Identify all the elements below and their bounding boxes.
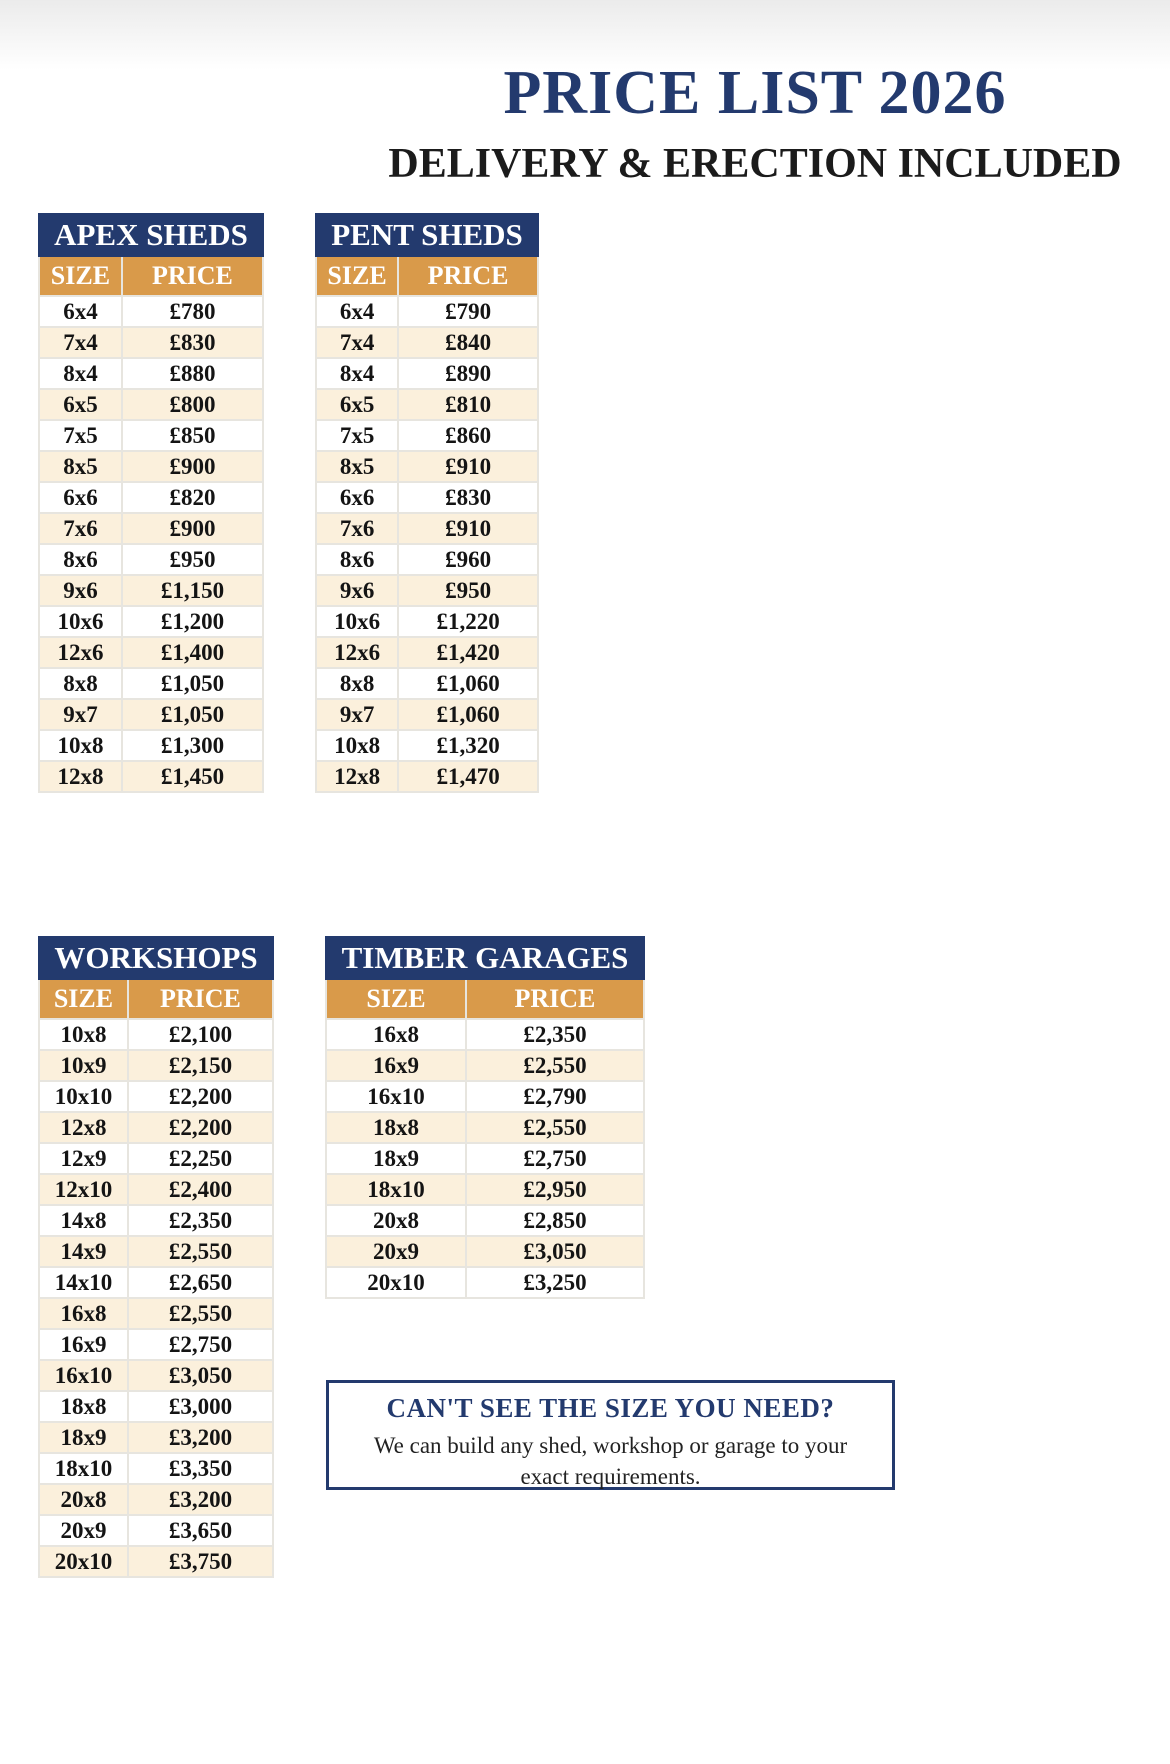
custom-size-callout — [326, 1380, 895, 1490]
price-cell: £2,350 — [128, 1205, 273, 1236]
table-row — [326, 1205, 644, 1236]
price-cell: £1,300 — [122, 730, 263, 761]
apex-sheds-table — [38, 213, 264, 793]
table-row — [39, 730, 263, 761]
size-cell: 16x10 — [39, 1360, 128, 1391]
price-cell: £1,060 — [398, 668, 538, 699]
size-cell: 10x8 — [39, 1019, 128, 1050]
price-cell: £2,200 — [128, 1112, 273, 1143]
table-row — [39, 1019, 273, 1050]
table-row — [39, 1391, 273, 1422]
size-cell: 18x9 — [326, 1143, 466, 1174]
price-cell: £2,550 — [128, 1298, 273, 1329]
price-cell: £1,050 — [122, 668, 263, 699]
price-cell: £2,150 — [128, 1050, 273, 1081]
table-row — [39, 451, 263, 482]
price-cell: £3,050 — [128, 1360, 273, 1391]
price-cell: £820 — [122, 482, 263, 513]
size-cell: 8x5 — [316, 451, 398, 482]
price-cell: £1,420 — [398, 637, 538, 668]
size-cell: 7x4 — [316, 327, 398, 358]
price-cell: £1,320 — [398, 730, 538, 761]
size-cell: 7x6 — [316, 513, 398, 544]
table-row — [326, 1174, 644, 1205]
price-cell: £3,750 — [128, 1546, 273, 1577]
table-row — [39, 1174, 273, 1205]
size-cell: 12x6 — [39, 637, 122, 668]
size-cell: 7x6 — [39, 513, 122, 544]
price-column-header: PRICE — [128, 979, 273, 1019]
size-cell: 6x6 — [316, 482, 398, 513]
price-cell: £2,850 — [466, 1205, 644, 1236]
price-cell: £2,550 — [128, 1236, 273, 1267]
size-cell: 20x10 — [39, 1546, 128, 1577]
table-row — [316, 482, 538, 513]
size-cell: 8x8 — [316, 668, 398, 699]
table-row — [39, 761, 263, 792]
table-row — [39, 1422, 273, 1453]
price-cell: £910 — [398, 513, 538, 544]
price-column-header: PRICE — [398, 256, 538, 296]
price-cell: £900 — [122, 451, 263, 482]
size-cell: 20x9 — [326, 1236, 466, 1267]
size-cell: 20x10 — [326, 1267, 466, 1298]
table-row — [39, 699, 263, 730]
price-cell: £950 — [122, 544, 263, 575]
price-cell: £830 — [122, 327, 263, 358]
size-cell: 10x8 — [316, 730, 398, 761]
table-row — [316, 296, 538, 327]
size-cell: 16x9 — [39, 1329, 128, 1360]
price-cell: £3,350 — [128, 1453, 273, 1484]
price-cell: £2,400 — [128, 1174, 273, 1205]
table-row — [316, 575, 538, 606]
size-cell: 12x8 — [39, 1112, 128, 1143]
table-row — [316, 358, 538, 389]
price-cell: £3,200 — [128, 1484, 273, 1515]
table-row — [316, 513, 538, 544]
size-cell: 8x8 — [39, 668, 122, 699]
table-row — [39, 1453, 273, 1484]
price-cell: £2,950 — [466, 1174, 644, 1205]
size-cell: 12x6 — [316, 637, 398, 668]
price-cell: £790 — [398, 296, 538, 327]
table-row — [326, 1081, 644, 1112]
size-cell: 8x6 — [316, 544, 398, 575]
table-row — [326, 1143, 644, 1174]
size-cell: 7x5 — [316, 420, 398, 451]
size-cell: 8x4 — [316, 358, 398, 389]
price-cell: £810 — [398, 389, 538, 420]
price-cell: £950 — [398, 575, 538, 606]
table-row — [316, 389, 538, 420]
table-title: TIMBER GARAGES — [326, 937, 644, 979]
price-cell: £1,050 — [122, 699, 263, 730]
table-row — [39, 1236, 273, 1267]
table-title: PENT SHEDS — [316, 214, 538, 256]
price-cell: £780 — [122, 296, 263, 327]
price-cell: £890 — [398, 358, 538, 389]
size-cell: 20x8 — [326, 1205, 466, 1236]
size-cell: 20x9 — [39, 1515, 128, 1546]
size-cell: 14x8 — [39, 1205, 128, 1236]
size-cell: 16x8 — [39, 1298, 128, 1329]
table-row — [39, 1050, 273, 1081]
size-cell: 16x10 — [326, 1081, 466, 1112]
price-cell: £1,470 — [398, 761, 538, 792]
size-cell: 18x9 — [39, 1422, 128, 1453]
table-row — [39, 1205, 273, 1236]
table-row — [316, 544, 538, 575]
size-cell: 7x5 — [39, 420, 122, 451]
table-row — [326, 1236, 644, 1267]
price-cell: £840 — [398, 327, 538, 358]
table-row — [39, 327, 263, 358]
size-column-header: SIZE — [326, 979, 466, 1019]
workshops-table — [38, 936, 274, 1578]
price-cell: £960 — [398, 544, 538, 575]
price-cell: £2,650 — [128, 1267, 273, 1298]
price-cell: £3,200 — [128, 1422, 273, 1453]
price-cell: £1,200 — [122, 606, 263, 637]
size-cell: 9x7 — [316, 699, 398, 730]
table-row — [39, 420, 263, 451]
price-cell: £900 — [122, 513, 263, 544]
size-cell: 6x4 — [316, 296, 398, 327]
table-row — [39, 1143, 273, 1174]
size-column-header: SIZE — [316, 256, 398, 296]
table-row — [39, 637, 263, 668]
table-row — [316, 730, 538, 761]
size-cell: 16x8 — [326, 1019, 466, 1050]
price-cell: £3,000 — [128, 1391, 273, 1422]
table-row — [39, 606, 263, 637]
size-cell: 18x8 — [326, 1112, 466, 1143]
size-cell: 14x10 — [39, 1267, 128, 1298]
size-cell: 12x9 — [39, 1143, 128, 1174]
price-cell: £1,400 — [122, 637, 263, 668]
table-row — [316, 606, 538, 637]
size-cell: 8x5 — [39, 451, 122, 482]
table-row — [39, 1081, 273, 1112]
size-cell: 12x8 — [316, 761, 398, 792]
size-cell: 18x10 — [39, 1453, 128, 1484]
size-cell: 7x4 — [39, 327, 122, 358]
size-cell: 6x6 — [39, 482, 122, 513]
size-column-header: SIZE — [39, 256, 122, 296]
price-cell: £1,060 — [398, 699, 538, 730]
table-row — [326, 1267, 644, 1298]
price-cell: £880 — [122, 358, 263, 389]
size-cell: 14x9 — [39, 1236, 128, 1267]
page-title: PRICE LIST 2026 — [503, 59, 1007, 127]
size-cell: 8x4 — [39, 358, 122, 389]
price-cell: £2,200 — [128, 1081, 273, 1112]
size-cell: 16x9 — [326, 1050, 466, 1081]
size-cell: 18x8 — [39, 1391, 128, 1422]
size-cell: 9x6 — [316, 575, 398, 606]
table-row — [39, 1329, 273, 1360]
table-row — [39, 544, 263, 575]
table-row — [316, 637, 538, 668]
table-title: APEX SHEDS — [39, 214, 263, 256]
price-cell: £860 — [398, 420, 538, 451]
table-row — [39, 296, 263, 327]
size-cell: 18x10 — [326, 1174, 466, 1205]
table-row — [39, 1112, 273, 1143]
price-cell: £1,450 — [122, 761, 263, 792]
price-cell: £2,750 — [466, 1143, 644, 1174]
table-row — [39, 482, 263, 513]
size-cell: 8x6 — [39, 544, 122, 575]
size-cell: 10x6 — [316, 606, 398, 637]
size-column-header: SIZE — [39, 979, 128, 1019]
table-row — [326, 1019, 644, 1050]
price-cell: £3,050 — [466, 1236, 644, 1267]
table-row — [39, 1484, 273, 1515]
size-cell: 9x6 — [39, 575, 122, 606]
size-cell: 6x5 — [39, 389, 122, 420]
size-cell: 6x4 — [39, 296, 122, 327]
timber-garages-table — [325, 936, 645, 1299]
size-cell: 6x5 — [316, 389, 398, 420]
table-row — [326, 1050, 644, 1081]
pent-sheds-table — [315, 213, 539, 793]
table-row — [326, 1112, 644, 1143]
table-title: WORKSHOPS — [39, 937, 273, 979]
price-cell: £830 — [398, 482, 538, 513]
size-cell: 12x10 — [39, 1174, 128, 1205]
page-subtitle: DELIVERY & ERECTION INCLUDED — [388, 141, 1122, 187]
size-cell: 12x8 — [39, 761, 122, 792]
table-row — [316, 451, 538, 482]
table-row — [39, 1267, 273, 1298]
table-row — [316, 699, 538, 730]
price-column-header: PRICE — [122, 256, 263, 296]
callout-heading: CAN'T SEE THE SIZE YOU NEED? — [386, 1393, 835, 1423]
price-cell: £3,650 — [128, 1515, 273, 1546]
price-cell: £1,220 — [398, 606, 538, 637]
table-row — [39, 1298, 273, 1329]
price-column-header: PRICE — [466, 979, 644, 1019]
price-cell: £2,790 — [466, 1081, 644, 1112]
price-cell: £2,550 — [466, 1050, 644, 1081]
size-cell: 10x6 — [39, 606, 122, 637]
price-cell: £2,250 — [128, 1143, 273, 1174]
table-row — [39, 1515, 273, 1546]
table-row — [316, 420, 538, 451]
table-row — [39, 668, 263, 699]
size-cell: 10x8 — [39, 730, 122, 761]
table-row — [39, 358, 263, 389]
price-cell: £910 — [398, 451, 538, 482]
table-row — [39, 575, 263, 606]
table-row — [39, 513, 263, 544]
price-cell: £850 — [122, 420, 263, 451]
price-cell: £800 — [122, 389, 263, 420]
table-row — [316, 761, 538, 792]
size-cell: 10x9 — [39, 1050, 128, 1081]
size-cell: 9x7 — [39, 699, 122, 730]
table-row — [39, 1360, 273, 1391]
callout-body: We can build any shed, workshop or garage to your exact requirements. — [373, 1433, 848, 1490]
price-cell: £2,550 — [466, 1112, 644, 1143]
table-row — [39, 1546, 273, 1577]
price-cell: £2,100 — [128, 1019, 273, 1050]
size-cell: 10x10 — [39, 1081, 128, 1112]
table-row — [316, 668, 538, 699]
price-cell: £3,250 — [466, 1267, 644, 1298]
price-cell: £2,350 — [466, 1019, 644, 1050]
price-cell: £2,750 — [128, 1329, 273, 1360]
price-cell: £1,150 — [122, 575, 263, 606]
size-cell: 20x8 — [39, 1484, 128, 1515]
table-row — [316, 327, 538, 358]
table-row — [39, 389, 263, 420]
